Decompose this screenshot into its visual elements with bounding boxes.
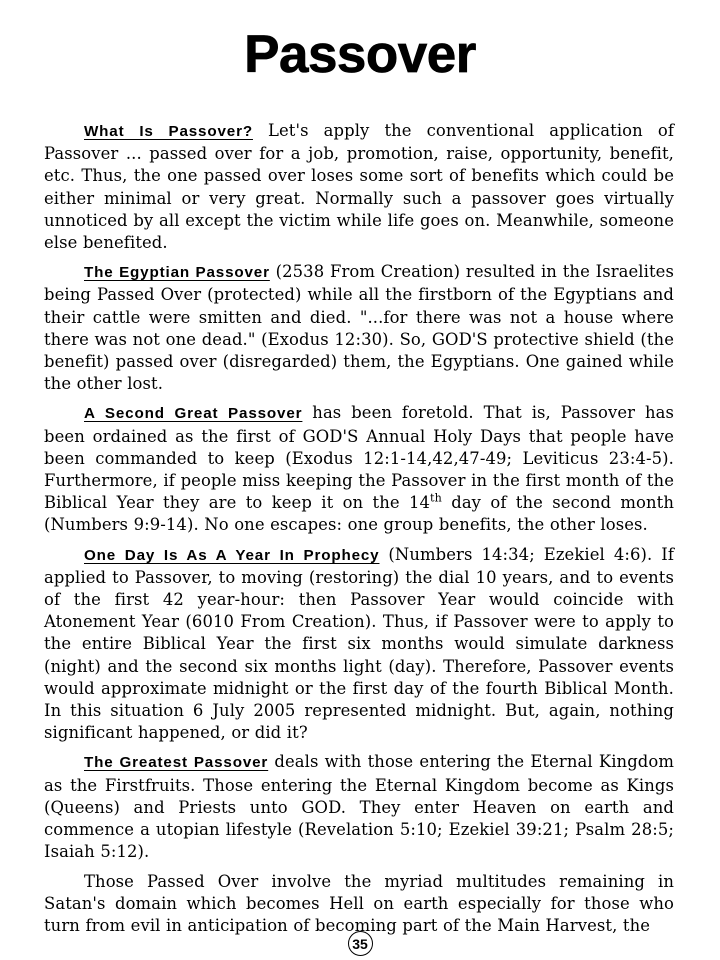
page-number-badge: 35 xyxy=(348,931,373,956)
paragraph-body-text: Those Passed Over involve the myriad multitudes remaining in Satan's domain which becomes Hell on earth especially for those who turn from evil in anticipation of becoming part of the Main Harvest, the xyxy=(44,871,674,935)
paragraph-one-day-as-a-year xyxy=(44,544,674,745)
heading-a-second-great-passover: A Second Great Passover xyxy=(84,405,303,423)
page-number-footer xyxy=(0,931,720,956)
heading-the-greatest-passover: The Greatest Passover xyxy=(84,754,269,772)
paragraph-body-text: (Numbers 14:34; Ezekiel 4:6). If applied to Passover, to moving (restoring) the dial 10 years, and to events of the first 42 year-hour: then Passover Year would coincide with Atonement Year (6010 From Creation). Thus, if Passover were to apply to the entire Biblical Year the first six months would simulate darkness (night) and the second six months light (day). Therefore, Passover events would approximate midnight or the first day of the fourth Biblical Month. In this situation 6 July 2005 represented midnight. But, again, nothing significant happened, or did it? xyxy=(44,544,674,743)
paragraph-second-great-passover xyxy=(44,402,674,536)
heading-what-is-passover: What Is Passover? xyxy=(84,123,253,140)
paragraph-body-text-part-two: day of the second month (Numbers 9:9-14). No one escapes: one group benefits, the other loses. xyxy=(44,493,674,535)
ordinal-superscript: th xyxy=(430,491,442,505)
paragraph-body-text: (2538 From Creation) resulted in the Israelites being Passed Over (protected) while all the firstborn of the Egyptians and their cattle were smitten and died. "...for there was not a house where there was not one dead." (Exodus 12:30). So, GOD'S protective shield (the benefit) passed over (disregarded) them, the Egyptians. One gained while the other lost. xyxy=(44,262,674,394)
page-title: Passover xyxy=(244,25,476,84)
paragraph-what-is-passover xyxy=(44,120,674,254)
body-text-column xyxy=(44,120,674,937)
paragraph-body-text: deals with those entering the Eternal Kingdom as the Firstfruits. Those entering the Eternal Kingdom become as Kings (Queens) and Priests unto GOD. They enter Heaven on earth and commence a utopian lifestyle (Revelation 5:10; Ezekiel 39:21; Psalm 28:5; Isaiah 5:12). xyxy=(44,752,675,862)
heading-one-day-is-as-a-year-in-prophecy: One Day Is As A Year In Prophecy xyxy=(84,546,380,564)
paragraph-body-text-part-one: has been foretold. That is, Passover has been ordained as the first of GOD'S Annual Holy Days that people have been commanded to keep (Exodus 12:1-14,42,47-49; Leviticus 23:4-5). Furthermore, if people miss keeping the Passover in the first month of the Biblical Year they are to keep it on the 14 xyxy=(44,403,675,513)
paragraph-those-passed-over xyxy=(44,871,674,938)
paragraph-body-text: Let's apply the conventional application of Passover ... passed over for a job, promotion, raise, opportunity, benefit, etc. Thus, the one passed over loses some sort of benefits which could be either minimal or very great. Normally such a passover goes virtually unnoticed by all except the victim while life goes on. Meanwhile, someone else benefited. xyxy=(44,121,674,253)
heading-the-egyptian-passover: The Egyptian Passover xyxy=(84,264,270,282)
paragraph-egyptian-passover xyxy=(44,261,674,395)
paragraph-greatest-passover xyxy=(44,751,674,863)
